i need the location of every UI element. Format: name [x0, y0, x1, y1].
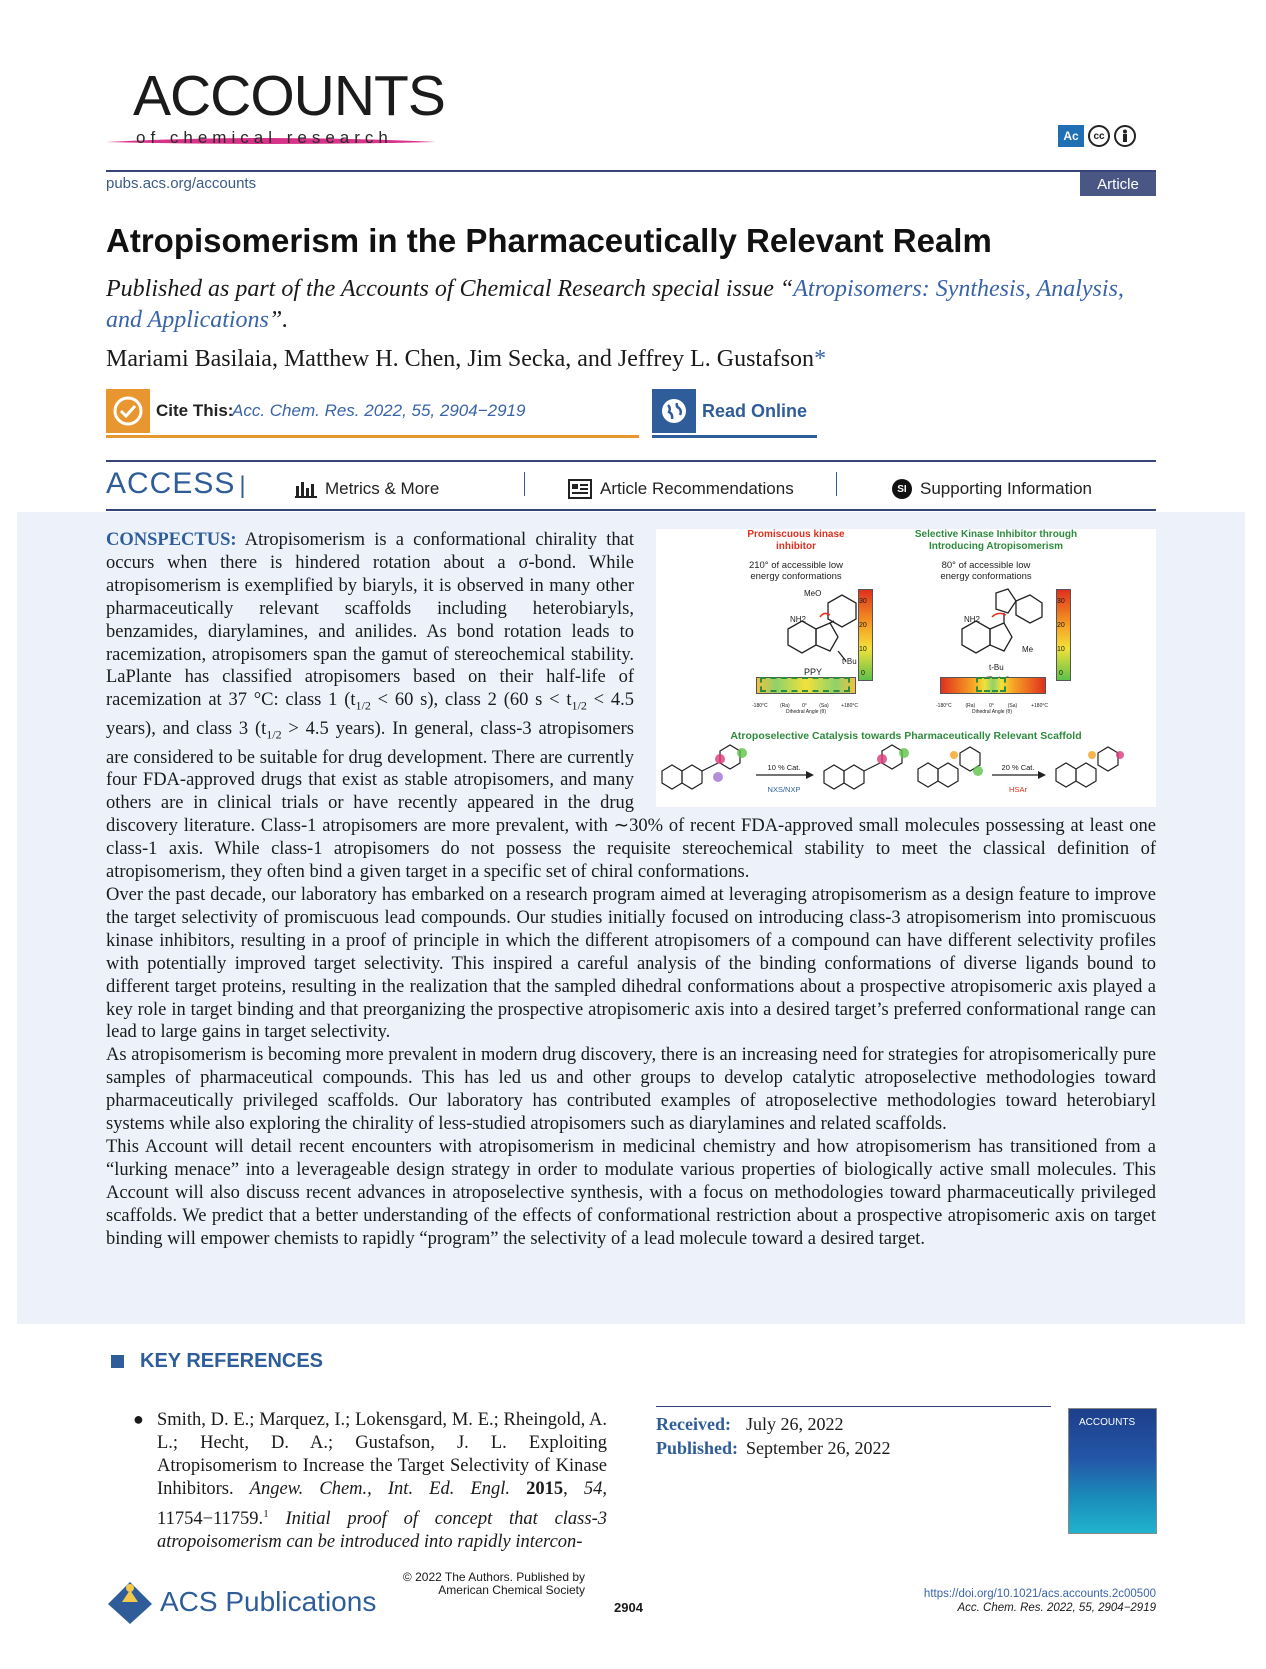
conspectus	[106, 529, 1156, 1250]
received-label: Received:	[656, 1414, 731, 1434]
supporting-info-icon: SI	[892, 479, 912, 499]
cite-this-box[interactable]	[106, 389, 639, 438]
reference-note: Initial proof of concept that class-3 atropoisomerism can be introduced into rapidly intercon-	[157, 1509, 607, 1553]
conspectus-text-run: Atropisomerism is a conformational chirality that occurs when there is hindered rotation about a σ-bond. While atropisomerism is exemplified by biaryls, it is observed in many other pharmaceutically relevant scaffolds including heterobiaryls, benzamides, diarylamines, and anilides. As bond rotation leads to racemization, atropisomers span the gamut of stereochemical stability. LaPlante has classified atropisomers based on their half-life of racemization at 37 °C: class 1 (t	[106, 530, 634, 711]
cat2-label: 20 % Cat.	[1001, 763, 1035, 772]
toc-left-title: Promiscuous kinase inhibitor	[747, 529, 845, 552]
dihedral-axis-label-right: Dihedral Angle (θ)	[971, 709, 1013, 715]
special-issue-link[interactable]: Atropisomers: Synthesis, Analysis, and Applications	[106, 276, 1124, 333]
dihedral-tick: +180°C	[1031, 703, 1048, 709]
toc-bottom-title: Atroposelective Catalysis towards Pharmaceutically Relevant Scaffold	[730, 730, 1082, 742]
conspectus-heading: CONSPECTUS:	[106, 530, 237, 550]
author-list	[106, 346, 826, 373]
reference-pages: 11754−11759.	[157, 1509, 264, 1530]
received-date	[656, 1414, 844, 1435]
journal-cover-thumbnail[interactable]	[1068, 1408, 1157, 1534]
corresponding-author-mark[interactable]: *	[814, 346, 827, 372]
half-life-subscript: 1/2	[571, 699, 587, 714]
toc-graphic	[656, 529, 1156, 807]
supporting-information-link[interactable]	[892, 479, 1092, 499]
toc-methyl-label: Me	[1022, 645, 1034, 654]
toc-tbu-label-right: t-Bu	[989, 663, 1004, 672]
published-date	[656, 1438, 890, 1459]
read-online-label: Read Online	[702, 401, 808, 421]
metrics-more-link[interactable]	[295, 479, 439, 499]
supporting-information-label: Supporting Information	[920, 479, 1092, 498]
scale-tick: 10	[859, 646, 867, 653]
special-issue-note	[106, 274, 1156, 336]
scale-tick: 30	[859, 598, 867, 605]
acs-logo-icon	[106, 1580, 154, 1626]
footer-doi-block	[870, 1587, 1156, 1615]
copyright-line-2: American Chemical Society	[438, 1583, 585, 1597]
creative-commons-icon: cc	[1088, 125, 1110, 147]
access-label-text: ACCESS	[106, 467, 236, 500]
reference-bullet: ●	[133, 1409, 144, 1429]
dihedral-tick: (Ra)	[780, 703, 790, 709]
acs-ac-icon: Ac	[1058, 125, 1084, 147]
dihedral-tick: -180°C	[752, 703, 768, 709]
cat1-label: 10 % Cat.	[767, 763, 801, 772]
reference-citation-link[interactable]: 1	[263, 1508, 269, 1520]
reference-volume: 54	[583, 1479, 603, 1499]
open-access-icons	[1058, 125, 1136, 147]
toc-amine-label-left: NH2	[790, 615, 807, 624]
journal-logo-title: ACCOUNTS	[133, 64, 445, 128]
section-marker-icon	[111, 1355, 124, 1368]
access-divider	[836, 472, 837, 496]
access-label	[106, 467, 247, 501]
dihedral-tick: (Sa)	[819, 703, 829, 709]
dates-rule	[656, 1406, 1051, 1407]
read-online-button[interactable]	[652, 389, 817, 438]
special-issue-suffix: ”.	[268, 307, 289, 333]
published-label: Published:	[656, 1438, 739, 1458]
access-separator: |	[239, 472, 247, 499]
dihedral-window-left	[760, 677, 850, 692]
access-bar-bottom-rule	[106, 509, 1156, 511]
scale-tick: 0	[1059, 670, 1063, 677]
journal-url-link[interactable]: pubs.acs.org/accounts	[106, 175, 257, 192]
journal-logo-subtitle: of chemical research	[136, 128, 393, 147]
key-reference-1: Smith, D. E.; Marquez, I.; Lokensgard, M. E.; Rheingold, A. L.; Hecht, D. A.; Gustafson, J. L. Exploiting Atropisomerism to Increase the Target Selectivity of Kinase Inhibitors. Angew. Chem., Int. Ed. Engl. 2015, 54, 11754−11759.$^1$ Initial proof of concept that class-3 atropoisomerism can be introduced into rapidly intercon-	[157, 1410, 607, 1553]
toc-reaction-scheme	[656, 741, 1156, 807]
reference-authors-title: Smith, D. E.; Marquez, I.; Lokensgard, M. E.; Rheingold, A. L.; Hecht, D. A.; Gustafson, J. L. Exploiting Atropisomerism to Increase the Target Selectivity of Kinase Inhibitors.	[157, 1410, 607, 1499]
scale-tick: 0	[861, 670, 865, 677]
scale-tick: 20	[1057, 622, 1065, 629]
toc-amine-label-right: NH2	[964, 615, 981, 624]
toc-tbu-label-left: t-Bu	[842, 657, 857, 666]
key-references-heading: KEY REFERENCES	[140, 1350, 324, 1372]
header-rule	[106, 170, 1156, 172]
cover-title: ACCOUNTS	[1079, 1417, 1136, 1428]
page-number: 2904	[614, 1600, 643, 1615]
conspectus-text-run: > 4.5 years). In general, class-3 atropisomers are considered to be suitable for drug development. There are currently four FDA-approved drugs that exist as stable atropisomers, and many others are in clinical trials or have recently appeared in the drug discovery literature. Class-1 atropisomers are more prevalent, with ∼30% of recent FDA-approved small molecules possessing at least one class-1 axis. While class-1 atropisomers do not possess the requisite stereochemical stability to meet the classical definition of atropisomerism, they often bind a given target in a specific set of chiral conformations.	[106, 718, 1156, 883]
dihedral-tick: 0°	[989, 703, 994, 709]
toc-right-title: Selective Kinase Inhibitor through Introducing Atropisomerism	[914, 529, 1078, 552]
article-recommendations-link[interactable]	[568, 479, 794, 499]
toc-left-caption: 210° of accessible low energy conformations	[748, 560, 844, 582]
scale-tick: 30	[1057, 598, 1065, 605]
toc-methoxy-label: MeO	[804, 589, 822, 598]
conspectus-paragraph-3: As atropisomerism is becoming more prevalent in modern drug discovery, there is an increasing need for strategies for atropisomerically pure samples of pharmaceutical compounds. This has led us and other groups to develop catalytic atroposelective methodologies toward pharmaceutically privileged scaffolds. Our laboratory has contributed examples of atroposelective methodologies toward heterobiaryl systems while also exploring the chirality of less-studied atropisomers such as diarylamines and related scaffolds.	[106, 1045, 1156, 1135]
conspectus-paragraph-4: This Account will detail recent encounters with atropisomerism in medicinal chemistry and how atropisomerism has transitioned from a “lurking menace” into a leverageable design strategy in order to modulate various properties of biologically active small molecules. This Account will also discuss recent advances in atroposelective synthesis, with a focus on methodologies toward pharmaceutically privileged scaffolds. We predict that a better understanding of the effects of conformational restriction about a prospective atropisomeric axis on target binding will empower chemists to rapidly “program” the selectivity of a lead molecule toward a desired target.	[106, 1136, 1156, 1249]
copyright-line-1: © 2022 The Authors. Published by	[402, 1570, 585, 1584]
scale-tick: 20	[859, 622, 867, 629]
acs-publications-logo-text: ACS Publications	[160, 1586, 377, 1617]
checkmark-icon	[106, 389, 150, 433]
article-recommendations-label: Article Recommendations	[600, 479, 794, 498]
dihedral-tick: +180°C	[841, 703, 858, 709]
conspectus-text-run: < 60 s), class 2 (60 s < t	[370, 690, 572, 711]
cite-reference	[232, 401, 525, 421]
scale-tick: 10	[1057, 646, 1065, 653]
article-type-badge: Article	[1080, 172, 1156, 196]
half-life-subscript: 1/2	[355, 699, 371, 714]
dihedral-tick: -180°C	[936, 703, 952, 709]
dihedral-tick: (Sa)	[1007, 703, 1018, 709]
cat1-reagent: NXS/NXP	[767, 785, 801, 794]
dihedral-window-right	[976, 677, 1006, 692]
reference-year: 2015	[526, 1479, 564, 1499]
dihedral-tick: 0°	[802, 703, 807, 709]
received-value: July 26, 2022	[746, 1414, 844, 1434]
dihedral-axis-label-left: Dihedral Angle (θ)	[785, 709, 827, 715]
half-life-subscript: 1/2	[266, 727, 282, 742]
globe-icon	[652, 389, 696, 433]
conspectus-text-run: < 4.5 years), and class 3 (t	[106, 690, 634, 739]
cite-this-label: Cite This:	[156, 401, 234, 420]
special-issue-prefix: Published as part of the Accounts of Chemical Research special issue “	[106, 276, 794, 302]
copyright-notice	[380, 1571, 585, 1597]
footer-citation: Acc. Chem. Res. 2022, 55, 2904−2919	[957, 1602, 1156, 1614]
doi-link[interactable]: https://doi.org/10.1021/acs.accounts.2c00500	[923, 1588, 1156, 1600]
published-value: September 26, 2022	[746, 1438, 891, 1458]
access-divider	[524, 472, 525, 496]
article-list-icon	[568, 479, 592, 499]
toc-right-caption: 80° of accessible low energy conformations	[940, 560, 1032, 582]
dihedral-tick: (Ra)	[965, 703, 976, 709]
article-title: Atropisomerism in the Pharmaceutically Relevant Realm	[106, 222, 992, 259]
reference-journal: Angew. Chem., Int. Ed. Engl.	[249, 1479, 511, 1499]
cite-reference-text: Acc. Chem. Res. 2022, 55, 2904−2919	[232, 401, 526, 420]
conspectus-paragraph-2: Over the past decade, our laboratory has embarked on a research program aimed at leveraging atropisomerism as a design feature to improve the target selectivity of promiscuous lead compounds. Our studies initially focused on introducing class-3 atropisomerism into promiscuous kinase inhibitors, resulting in a proof of principle in which the different atropisomers of a compound can have different selectivity profiles with potentially improved target selectivity. This inspired a careful analysis of the binding conformations of diverse ligands bound to different target proteins, resulting in the realization that the sampled dihedral conformations about a prospective atropisomeric axis played a key role in target binding and that preorganizing the prospective atropisomeric axis into a desired target’s preferred conformational range can lead to large gains in target selectivity.	[106, 884, 1156, 1043]
cat2-reagent: HSAr	[1009, 785, 1027, 794]
cc-by-icon	[1114, 125, 1136, 147]
bar-chart-icon	[295, 480, 317, 498]
toc-left-compound: PPY	[804, 667, 823, 677]
authors-text: Mariami Basilaia, Matthew H. Chen, Jim Secka, and Jeffrey L. Gustafson	[106, 346, 815, 372]
access-bar-top-rule	[106, 460, 1156, 462]
metrics-more-label: Metrics & More	[325, 479, 440, 498]
